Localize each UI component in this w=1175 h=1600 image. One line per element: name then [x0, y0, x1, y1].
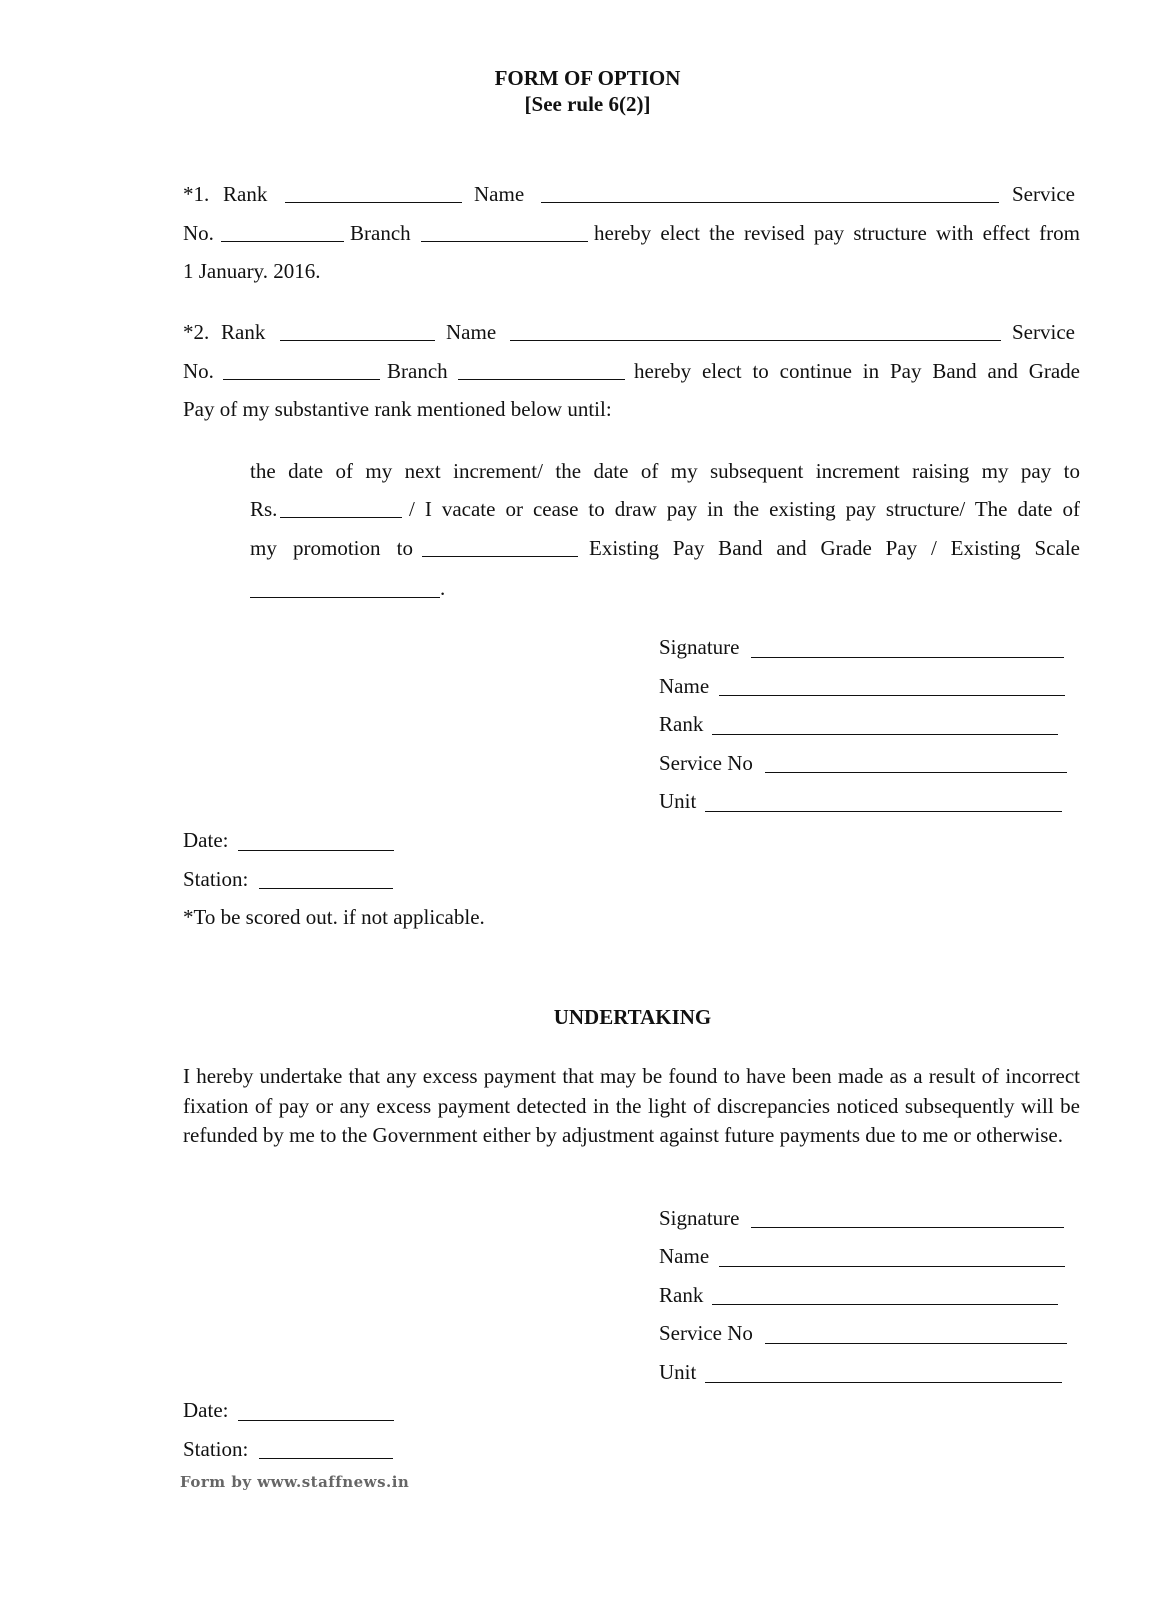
- note-text: *To be scored out. if not applicable.: [183, 905, 485, 929]
- option-1-branch-label: Branch: [350, 221, 411, 245]
- sig1-name-label: Name: [659, 674, 710, 698]
- sig2-rank-label: Rank: [659, 1283, 704, 1307]
- option-1-name-field[interactable]: [541, 202, 999, 203]
- sig1-service-no-label: Service No: [659, 751, 753, 775]
- option-2-no-label: No.: [183, 359, 214, 383]
- option-2-branch-label: Branch: [387, 359, 448, 383]
- sig2-name-label: Name: [659, 1244, 710, 1268]
- sig1-unit-field[interactable]: [705, 811, 1062, 812]
- option-1-service-label: Service: [1012, 182, 1075, 206]
- date-field-1[interactable]: [238, 850, 394, 851]
- option-2-promotion-field[interactable]: [422, 556, 578, 557]
- option-2-branch-field[interactable]: [458, 379, 625, 380]
- sig2-unit-field[interactable]: [705, 1382, 1062, 1383]
- sig2-signature-field[interactable]: [751, 1227, 1064, 1228]
- option-2-indent-line-2: / I vacate or cease to draw pay in the existing pay structure/ The date of: [409, 497, 1080, 521]
- option-1-branch-field[interactable]: [421, 241, 588, 242]
- sig1-rank-label: Rank: [659, 712, 704, 736]
- sig1-unit-label: Unit: [659, 789, 697, 813]
- form-title: FORM OF OPTION: [494, 66, 681, 90]
- date-label-2: Date:: [183, 1398, 229, 1422]
- option-2-service-label: Service: [1012, 320, 1075, 344]
- option-1-date-text: 1 January. 2016.: [183, 259, 321, 283]
- option-1-elect-text: hereby elect the revised pay structure with effect from: [594, 221, 1080, 245]
- option-2-service-no-field[interactable]: [223, 379, 380, 380]
- station-field-1[interactable]: [259, 888, 393, 889]
- option-2-promo-label: my promotion to: [250, 536, 413, 560]
- option-1-no-label: No.: [183, 221, 214, 245]
- station-field-2[interactable]: [259, 1458, 393, 1459]
- option-2-indent-line-3: Existing Pay Band and Grade Pay / Existing Scale: [589, 536, 1080, 560]
- option-2-prefix: *2.: [183, 320, 210, 344]
- sig2-service-no-field[interactable]: [765, 1343, 1067, 1344]
- option-1-service-no-field[interactable]: [221, 241, 344, 242]
- option-2-name-label: Name: [446, 320, 497, 344]
- sig1-service-no-field[interactable]: [765, 772, 1067, 773]
- option-2-rs-field[interactable]: [280, 517, 402, 518]
- sig1-name-field[interactable]: [719, 695, 1065, 696]
- footer-credit: Form by www.staffnews.in: [180, 1473, 410, 1491]
- station-label-2: Station:: [183, 1437, 249, 1461]
- option-1-prefix: *1.: [183, 182, 210, 206]
- option-1-rank-field[interactable]: [285, 202, 462, 203]
- date-field-2[interactable]: [238, 1420, 394, 1421]
- station-label-1: Station:: [183, 867, 249, 891]
- form-subtitle: [See rule 6(2)]: [524, 92, 651, 116]
- option-2-rank-field[interactable]: [280, 340, 435, 341]
- option-2-name-field[interactable]: [510, 340, 1001, 341]
- option-2-rank-label: Rank: [221, 320, 266, 344]
- option-2-scale-field[interactable]: [250, 597, 440, 598]
- undertaking-title: UNDERTAKING: [553, 1005, 712, 1029]
- sig2-unit-label: Unit: [659, 1360, 697, 1384]
- sig1-signature-label: Signature: [659, 635, 740, 659]
- option-2-indent-line-1: the date of my next increment/ the date of my subsequent increment raising my pay to: [250, 459, 1080, 483]
- undertaking-text: I hereby undertake that any excess payment that may be found to have been made as a result of incorrect fixation of pay or any excess payment detected in the light of discrepancies noticed subsequently will be refunded by me to the Government either by adjustment against future payments due to me or otherwise.: [183, 1064, 1080, 1148]
- sig2-name-field[interactable]: [719, 1266, 1065, 1267]
- option-2-rs-label: Rs.: [250, 497, 278, 521]
- date-label-1: Date:: [183, 828, 229, 852]
- sig1-rank-field[interactable]: [712, 734, 1058, 735]
- option-2-elect-text: hereby elect to continue in Pay Band and Grade: [634, 359, 1080, 383]
- option-1-name-label: Name: [474, 182, 525, 206]
- option-2-tail-text: Pay of my substantive rank mentioned below until:: [183, 397, 612, 421]
- sig1-signature-field[interactable]: [751, 657, 1064, 658]
- sig2-signature-label: Signature: [659, 1206, 740, 1230]
- sig2-rank-field[interactable]: [712, 1304, 1058, 1305]
- option-2-end-period: .: [440, 576, 446, 600]
- option-1-rank-label: Rank: [223, 182, 268, 206]
- sig2-service-no-label: Service No: [659, 1321, 753, 1345]
